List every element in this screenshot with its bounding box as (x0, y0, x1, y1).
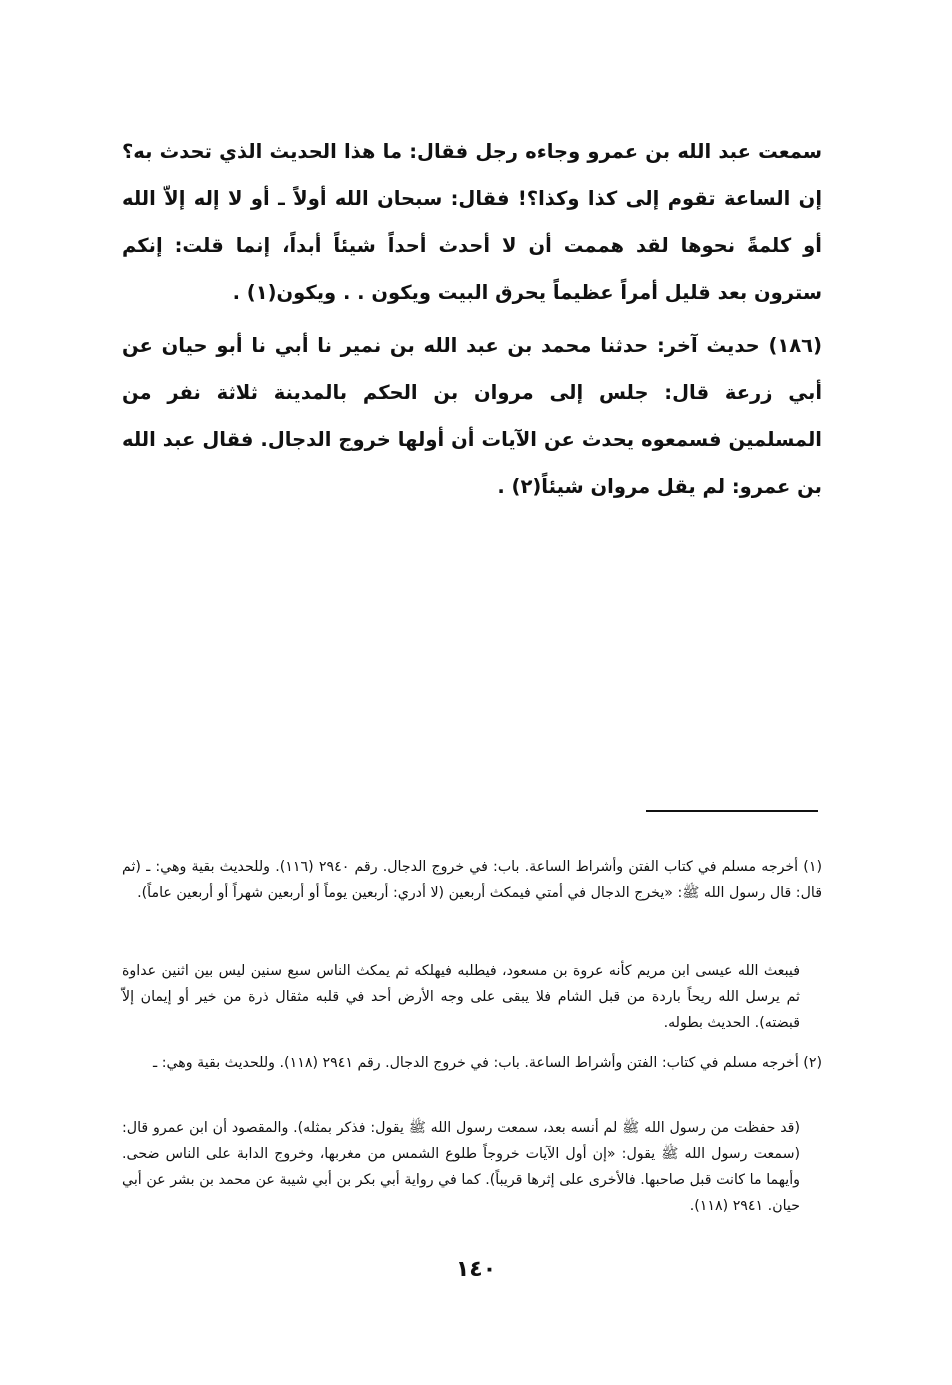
paragraph-1-text: سمعت عبد الله بن عمرو وجاءه رجل فقال: ما هذا الحديث الذي تحدث به؟ إن الساعة تقوم إلى كذا وكذا؟! فقال: سبحان الله أولاً ـ أو لا إله إلاّ الله أو كلمةً نحوها لقد هممت أن لا أحدث أحداً شيئاً أبداً، إنما قلت: إنكم سترون بعد قليل أمراً عظيماً يحرق البيت ويكون . . ويكون(١) . (122, 140, 822, 304)
footnote-1-cont-text: فيبعث الله عيسى ابن مريم كأنه عروة بن مسعود، فيطلبه فيهلكه ثم يمكث الناس سبع سنين ليس بين اثنين عداوة ثم يرسل الله ريحاً باردة من قبل الشام فلا يبقى على وجه الأرض أحد في قلبه مثقال ذرة من خير أو إيمان إلاّ قبضته). الحديث بطوله. (122, 963, 800, 1031)
paragraph-2-text: حدثنا محمد بن عبد الله بن نمير نا أبي نا أبو حيان عن أبي زرعة قال: جلس إلى مروان بن الحكم بالمدينة ثلاثة نفر من المسلمين فسمعوه يحدث عن الآيات أن أولها خروج الدجال. فقال عبد الله بن عمرو: لم يقل مروان شيئاً(٢) . (122, 334, 822, 498)
footnote-2-text: (٢) أخرجه مسلم في كتاب: الفتن وأشراط الساعة. باب: في خروج الدجال. رقم ٢٩٤١ (١١٨). وللحديث بقية وهي: ـ (153, 1055, 822, 1071)
page-number: ١٤٠ (455, 1257, 497, 1282)
footnote-1-continuation (122, 958, 822, 1036)
hadith-heading: (١٨٦) حديث آخر: (656, 334, 822, 357)
footnote-1 (122, 854, 822, 906)
footnote-2-cont-text: (قد حفظت من رسول الله ﷺ لم أنسه بعد، سمعت رسول الله ﷺ يقول: فذكر بمثله). والمقصود أن ابن عمرو قال: (سمعت رسول الله ﷺ يقول: «إن أول الآيات خروجاً طلوع الشمس من مغربها، وخروج الدابة على الناس ضحى. وأيهما ما كانت قبل صاحبها. فالأخرى على إثرها قريباً). كما في رواية أبي بكر بن أبي شيبة عن محمد بن بشر عن أبي حيان. ٢٩٤١ (١١٨). (122, 1120, 800, 1214)
footnote-2-continuation (122, 1115, 822, 1219)
footnote-1-text: (١) أخرجه مسلم في كتاب الفتن وأشراط الساعة. باب: في خروج الدجال. رقم ٢٩٤٠ (١١٦). وللحديث بقية وهي: ـ (ثم قال: قال رسول الله ﷺ: «يخرج الدجال في أمتي فيمكث أربعين (لا أدري: أربعين يوماً أو أربعين شهراً أو أربعين عاماً). (122, 859, 822, 901)
main-paragraph-2 (122, 322, 822, 510)
footnote-2 (122, 1050, 822, 1076)
footnote-separator (646, 810, 818, 812)
main-paragraph-1 (122, 128, 822, 316)
